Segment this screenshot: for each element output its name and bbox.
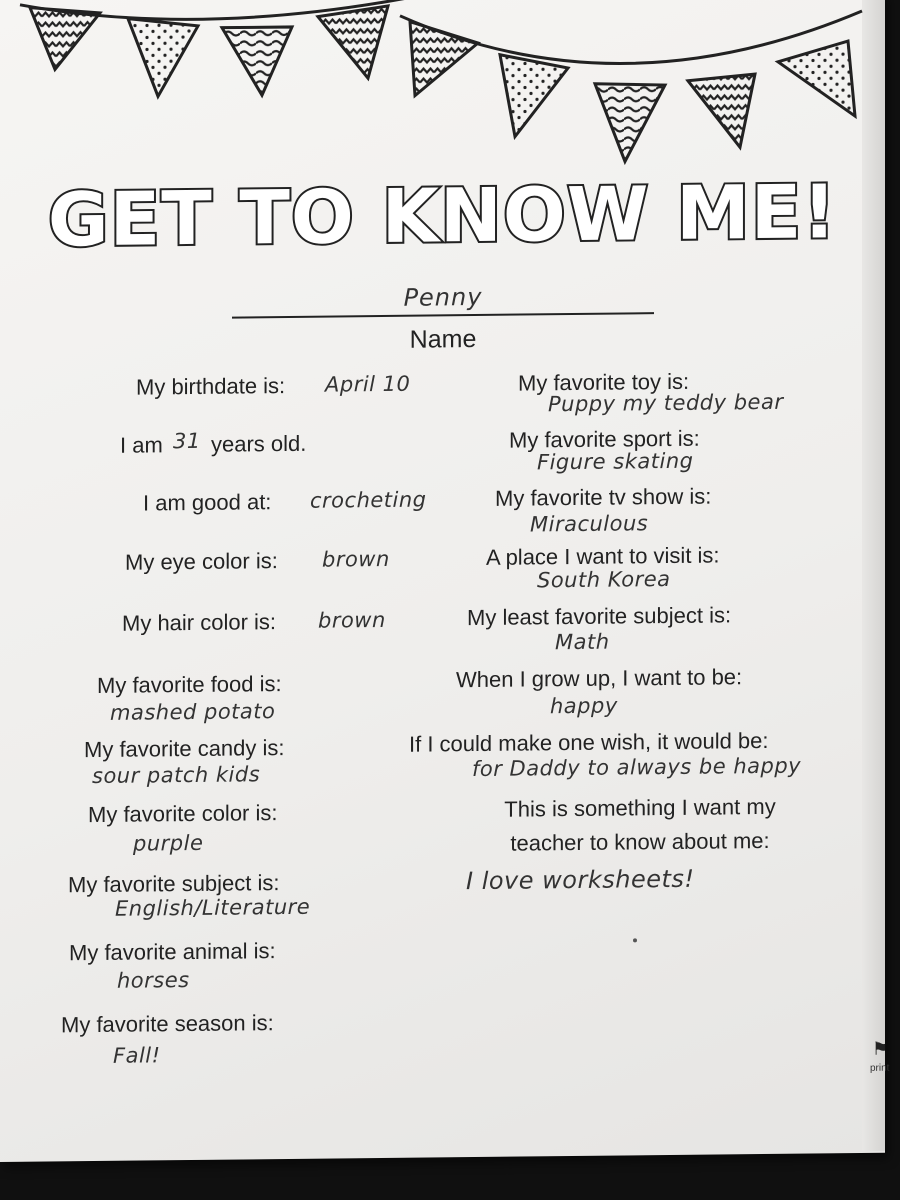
name-answer: Penny xyxy=(403,282,483,312)
teacher-know-answer: I love worksheets! xyxy=(466,864,695,896)
teacher-know-question-line1: This is something I want my xyxy=(504,793,776,822)
age-question-prefix: I am xyxy=(120,432,163,458)
favorite-toy-answer: Puppy my teddy bear xyxy=(548,389,784,417)
page-title: GET TO KNOW ME! xyxy=(47,169,838,264)
favorite-subject-question: My favorite subject is: xyxy=(68,870,280,898)
good-at-question: I am good at: xyxy=(143,489,272,516)
place-to-visit-question: A place I want to visit is: xyxy=(486,542,720,570)
place-to-visit-answer: South Korea xyxy=(537,566,671,593)
favorite-season-answer: Fall! xyxy=(113,1043,161,1068)
wish-question: If I could make one wish, it would be: xyxy=(409,727,769,757)
favorite-sport-answer: Figure skating xyxy=(537,448,694,475)
teacher-know-question-line2: teacher to know about me: xyxy=(510,827,770,856)
name-label: Name xyxy=(409,325,477,354)
wish-answer: for Daddy to always be happy xyxy=(472,753,802,782)
favorite-season-question: My favorite season is: xyxy=(61,1010,274,1038)
printables-logo xyxy=(864,1039,894,1079)
favorite-food-question: My favorite food is: xyxy=(97,671,282,698)
flag-3 xyxy=(222,27,292,96)
flag-1 xyxy=(30,7,100,70)
flag-5 xyxy=(410,21,478,96)
eye-color-question: My eye color is: xyxy=(125,548,278,575)
age-question-suffix: years old. xyxy=(211,430,307,457)
flag-6 xyxy=(500,54,568,137)
favorite-food-answer: mashed potato xyxy=(110,699,276,725)
birthdate-answer: April 10 xyxy=(325,371,411,397)
grow-up-answer: happy xyxy=(550,693,618,719)
birthdate-question: My birthdate is: xyxy=(136,373,286,400)
favorite-tv-show-answer: Miraculous xyxy=(530,511,649,537)
flag-9 xyxy=(778,41,855,117)
dog-logo-icon: ⚑ xyxy=(872,1038,889,1060)
favorite-candy-question: My favorite candy is: xyxy=(84,735,285,763)
favorite-animal-answer: horses xyxy=(117,968,190,993)
least-favorite-subject-answer: Math xyxy=(555,629,610,655)
good-at-answer: crocheting xyxy=(310,487,427,513)
favorite-candy-answer: sour patch kids xyxy=(92,762,261,789)
age-answer: 31 xyxy=(173,428,201,454)
flag-8 xyxy=(688,74,755,148)
favorite-tv-show-question: My favorite tv show is: xyxy=(495,483,712,511)
hair-color-question: My hair color is: xyxy=(122,609,277,636)
favorite-subject-answer: English/Literature xyxy=(115,894,311,921)
hair-color-answer: brown xyxy=(318,607,386,633)
bunting-banner xyxy=(0,0,885,180)
favorite-color-answer: purple xyxy=(133,830,204,856)
flag-7 xyxy=(595,83,665,162)
eye-color-answer: brown xyxy=(322,546,390,572)
favorite-sport-question: My favorite sport is: xyxy=(509,425,700,453)
favorite-toy-question: My favorite toy is: xyxy=(518,368,690,396)
grow-up-question: When I grow up, I want to be: xyxy=(456,664,743,693)
flag-4 xyxy=(318,6,388,79)
least-favorite-subject-question: My least favorite subject is: xyxy=(467,602,732,631)
favorite-animal-question: My favorite animal is: xyxy=(69,938,276,966)
name-underline xyxy=(232,312,654,318)
logo-text: print xyxy=(870,1062,890,1074)
flag-2 xyxy=(128,18,198,97)
favorite-color-question: My favorite color is: xyxy=(88,800,278,828)
stray-mark xyxy=(633,938,637,942)
